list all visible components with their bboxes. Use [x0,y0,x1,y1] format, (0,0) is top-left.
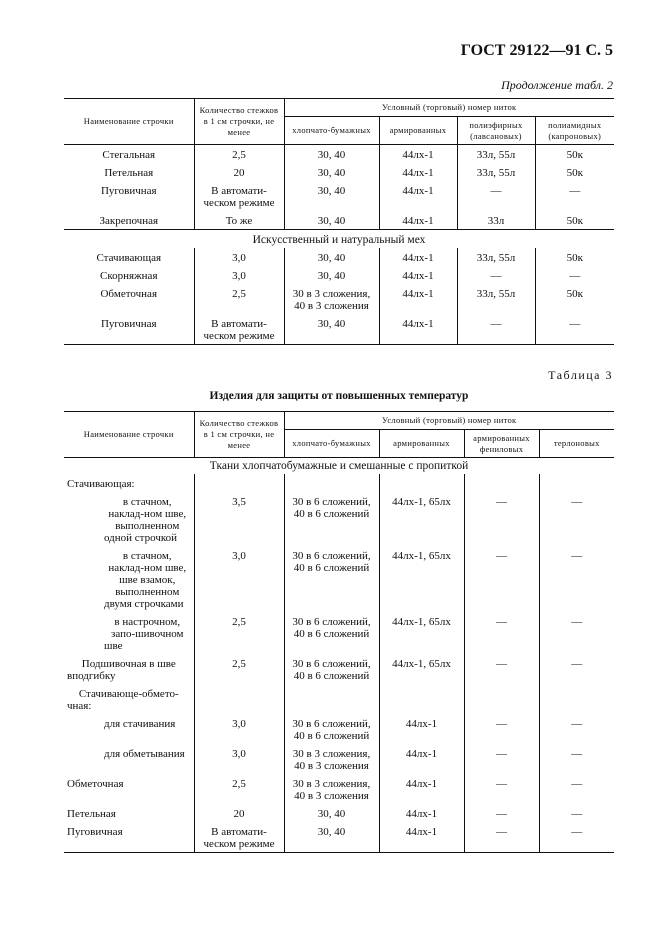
table-row [64,266,614,284]
row-value: 30, 40 [284,804,379,822]
row-name: Петельная [104,167,154,179]
col-header-sub: армированных [379,117,457,145]
row-value: — [464,654,539,684]
table-row [64,314,614,345]
row-value: 2,5 [194,612,284,654]
row-value: — [464,744,539,774]
table-row [64,211,614,230]
row-value: 3,0 [194,714,284,744]
row-value: 44лх-1 [379,284,457,314]
col-header-sub: полиэфирных (лавсановых) [457,117,535,145]
row-name: Стачивающе-обмето-чная: [67,688,179,712]
col-header-sub: армированных фениловых [464,430,539,458]
row-value: 3,0 [194,546,284,612]
row-value: 30, 40 [284,181,379,211]
table-row [64,774,614,804]
table-3 [64,411,614,853]
row-value: 20 [194,163,284,181]
row-value [464,684,539,714]
row-name: Обметочная [100,288,157,300]
table-row [64,654,614,684]
row-name: Закрепочная [99,215,159,227]
row-value [284,684,379,714]
row-value: — [535,181,614,211]
row-name: в настрочном, запо-шивочном шве [104,616,184,652]
col-header-name: Наименование строчки [83,116,174,126]
row-name: Пуговичная [100,318,157,330]
row-value: 50к [535,284,614,314]
row-value: — [535,314,614,345]
row-value: 44лх-1, 65лх [379,492,464,546]
row-value: — [464,492,539,546]
col-header-stitches: Количество стежков в 1 см строчки, не менее [194,412,284,458]
row-value: 44лх-1 [379,163,457,181]
row-name: для стачивания [104,718,176,730]
row-value: — [464,714,539,744]
row-value: 44лх-1 [379,211,457,230]
table-3-label: Таблица 3 [548,368,613,382]
row-value: 2,5 [194,284,284,314]
row-value [379,474,464,492]
row-value [464,474,539,492]
row-value: 30 в 6 сложений, 40 в 6 сложений [284,654,379,684]
row-value: 50к [535,248,614,266]
row-value: — [539,744,614,774]
row-name: в стачном, наклад-ном шве, выполненном одной строчкой [104,496,187,544]
row-value: 44лх-1 [379,774,464,804]
row-name: в стачном, наклад-ном шве, шве взамок, выполненном двумя строчками [104,550,187,610]
row-value: — [464,612,539,654]
row-value: 50к [535,163,614,181]
row-value [194,684,284,714]
row-value: 44лх-1 [379,314,457,345]
table-row [64,163,614,181]
row-value: — [539,822,614,853]
col-header-sub: хлопчато-бумажных [284,117,379,145]
row-value: 33л [457,211,535,230]
row-value: 33л, 55л [457,145,535,164]
row-value: 30, 40 [284,163,379,181]
row-value: В автомати-ческом режиме [194,822,284,853]
row-value: 2,5 [194,654,284,684]
row-value [539,684,614,714]
row-value: 44лх-1 [379,714,464,744]
row-value: 2,5 [194,145,284,164]
row-value: 3,5 [194,492,284,546]
row-value: 44лх-1, 65лх [379,612,464,654]
table-row [64,822,614,853]
row-value: 44лх-1 [379,804,464,822]
row-name: Подшивочная в шве вподгибку [67,658,176,682]
page-header: ГОСТ 29122—91 С. 5 [460,42,613,59]
row-name: Стачивающая [96,252,162,264]
row-value: 44лх-1 [379,822,464,853]
row-value: 30 в 6 сложений, 40 в 6 сложений [284,714,379,744]
row-value: — [535,266,614,284]
col-header-thread-group: Условный (торговый) номер ниток [284,99,614,117]
row-value: — [539,546,614,612]
row-name: Пуговичная [100,185,157,197]
row-value: 30, 40 [284,266,379,284]
col-header-sub: хлопчато-бумажных [284,430,379,458]
row-value: 44лх-1, 65лх [379,654,464,684]
row-value: 2,5 [194,774,284,804]
col-header-sub: армированных [379,430,464,458]
row-value: 30, 40 [284,211,379,230]
col-header-sub: полиамидных (капроновых) [535,117,614,145]
row-name: Стачивающая: [67,478,135,490]
table-row [64,804,614,822]
row-value: — [464,774,539,804]
table-row [64,248,614,266]
row-value: 44лх-1 [379,248,457,266]
row-value: — [539,804,614,822]
row-value: 30, 40 [284,145,379,164]
col-header-stitches: Количество стежков в 1 см строчки, не менее [194,99,284,145]
table-row [64,546,614,612]
row-value: 30, 40 [284,248,379,266]
table-row [64,474,614,492]
row-value: 44лх-1 [379,266,457,284]
row-value [539,474,614,492]
table-row [64,284,614,314]
row-value: 3,0 [194,266,284,284]
table-2 [64,98,614,345]
row-value [194,474,284,492]
row-value: 33л, 55л [457,163,535,181]
table-row [64,145,614,164]
section-heading: Искусственный и натуральный мех [252,234,426,246]
table-row [64,181,614,211]
row-value: 30 в 6 сложений, 40 в 6 сложений [284,546,379,612]
col-header-thread-group: Условный (торговый) номер ниток [284,412,614,430]
row-value: 20 [194,804,284,822]
row-value: — [457,314,535,345]
row-value: 30 в 6 сложений, 40 в 6 сложений [284,612,379,654]
row-name: для обметывания [104,748,185,760]
row-value: — [464,804,539,822]
row-value [379,684,464,714]
table-row [64,612,614,654]
table-row [64,714,614,744]
row-value: 30 в 3 сложения, 40 в 3 сложения [284,284,379,314]
row-value: 44лх-1 [379,145,457,164]
row-value: 30, 40 [284,314,379,345]
table-row [64,492,614,546]
row-value: 50к [535,145,614,164]
row-value: 3,0 [194,744,284,774]
row-value: — [464,822,539,853]
table-3-caption: Изделия для защиты от повышенных температур [209,390,469,402]
row-value: — [457,266,535,284]
row-value: — [457,181,535,211]
row-value: 50к [535,211,614,230]
row-value: — [539,612,614,654]
row-name: Петельная [67,808,116,820]
row-name: Обметочная [67,778,124,790]
table-row [64,744,614,774]
row-value: — [539,654,614,684]
row-value: 30 в 3 сложения, 40 в 3 сложения [284,744,379,774]
row-value: 44лх-1, 65лх [379,546,464,612]
row-value: 30 в 3 сложения, 40 в 3 сложения [284,774,379,804]
row-value: — [539,774,614,804]
col-header-sub: терлоновых [539,430,614,458]
row-name: Пуговичная [67,826,123,838]
continuation-label: Продолжение табл. 2 [501,78,613,92]
row-value: — [464,546,539,612]
row-value: 33л, 55л [457,248,535,266]
row-value: То же [194,211,284,230]
row-value: В автомати-ческом режиме [194,181,284,211]
row-value: — [539,492,614,546]
row-value: 33л, 55л [457,284,535,314]
row-value: 44лх-1 [379,744,464,774]
row-value: 30, 40 [284,822,379,853]
table-row [64,684,614,714]
row-value: 30 в 6 сложений, 40 в 6 сложений [284,492,379,546]
row-value: 3,0 [194,248,284,266]
col-header-name: Наименование строчки [83,429,174,439]
row-value: 44лх-1 [379,181,457,211]
row-value [284,474,379,492]
row-name: Скорняжная [100,270,158,282]
row-name: Стегальная [102,149,156,161]
row-value: В автомати-ческом режиме [194,314,284,345]
row-value: — [539,714,614,744]
section-heading: Ткани хлопчатобумажные и смешанные с пропиткой [209,460,469,472]
